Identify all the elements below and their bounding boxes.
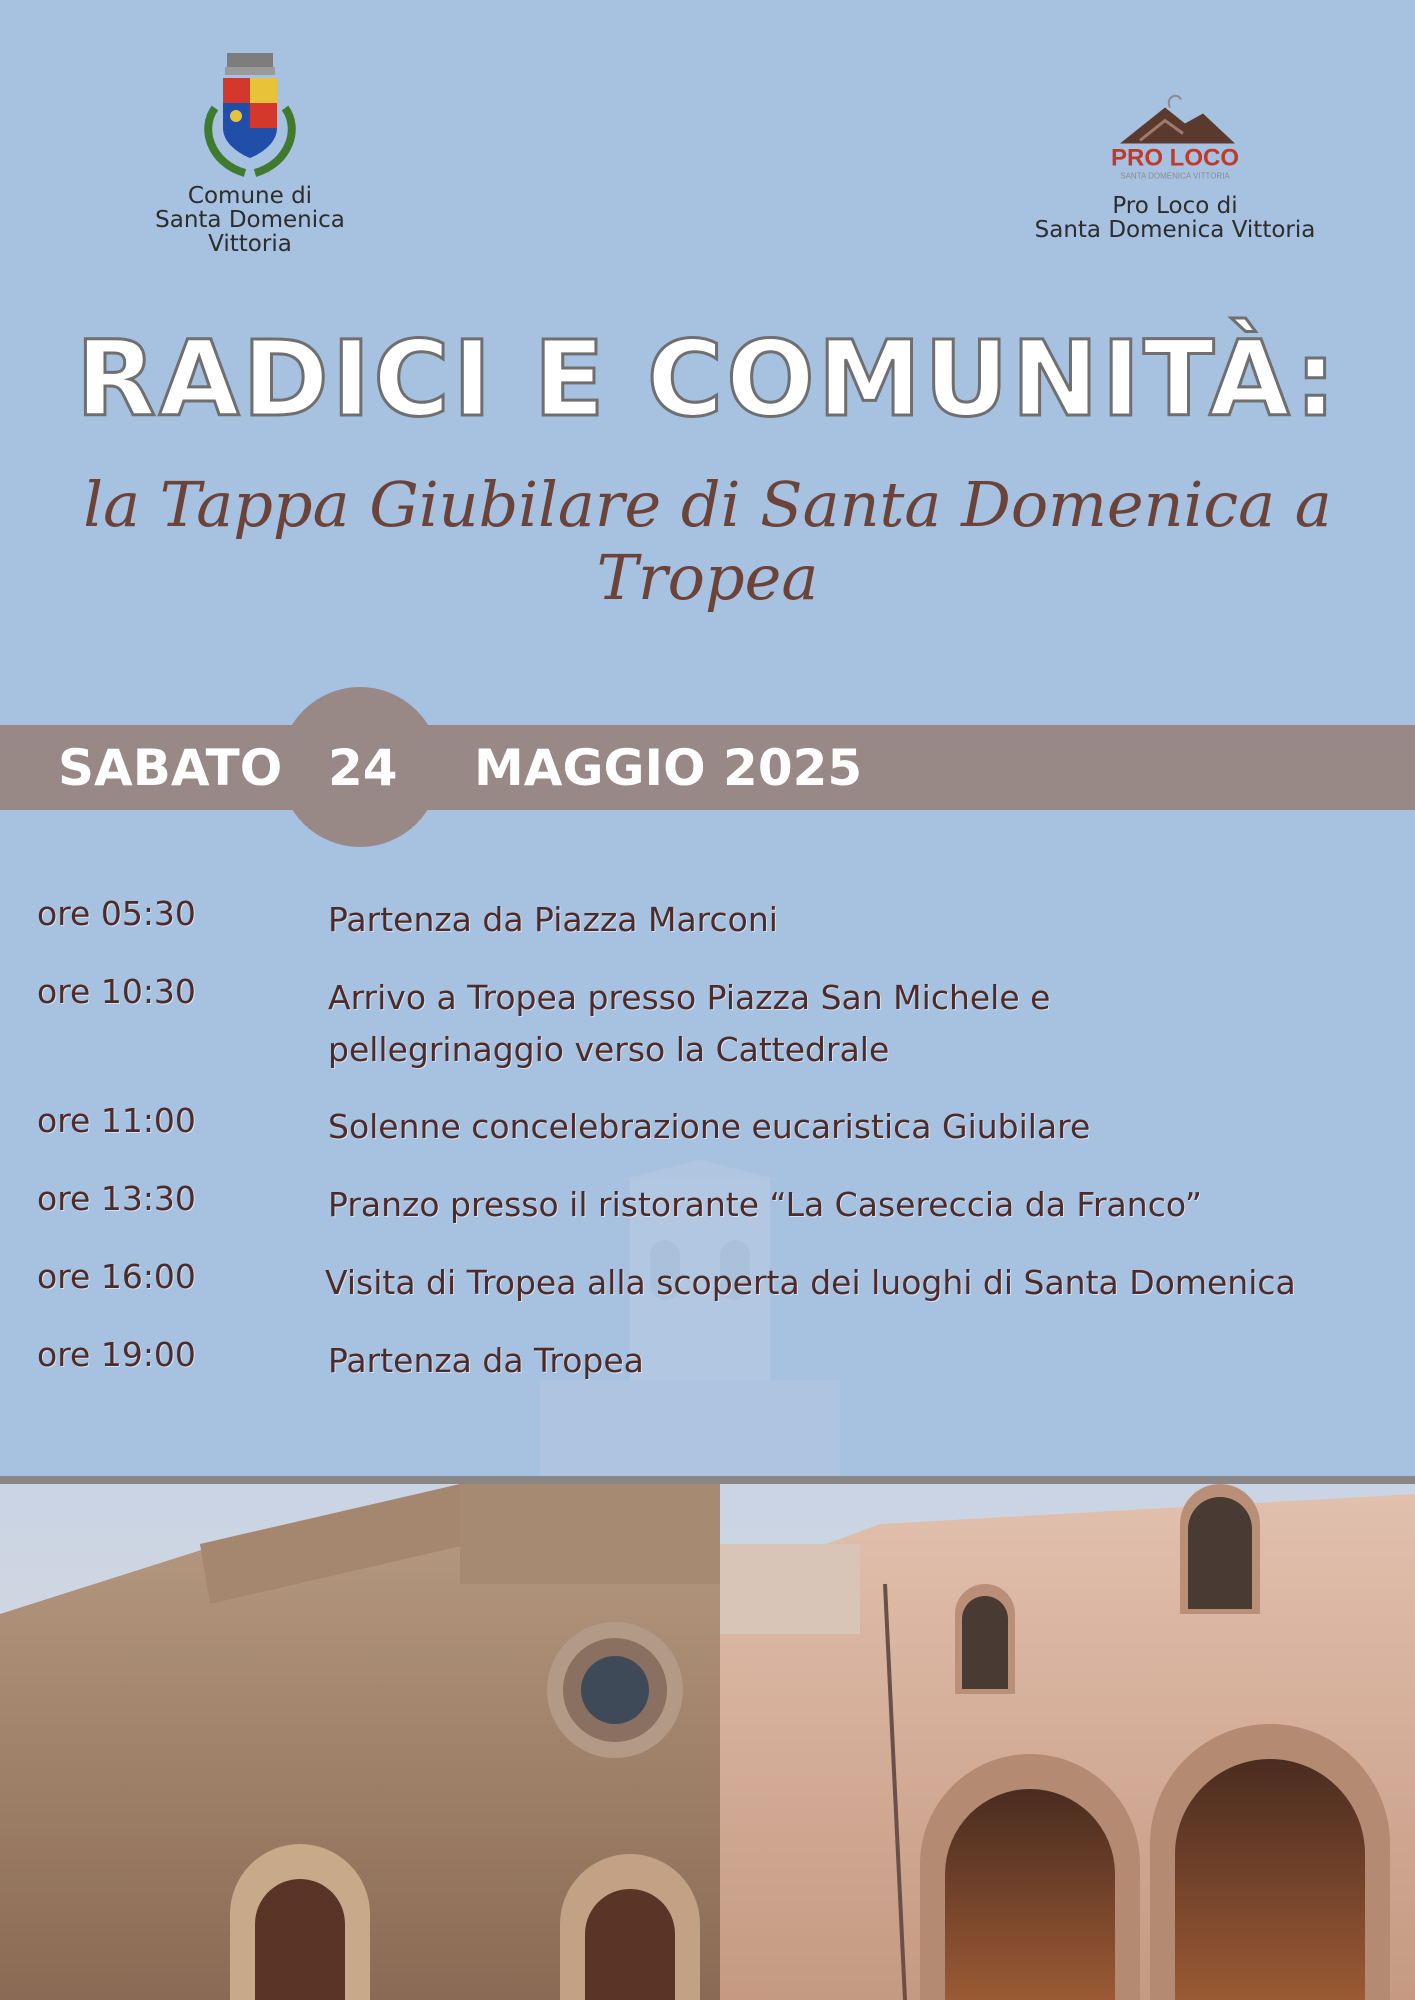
date-number: 24 bbox=[328, 739, 398, 797]
schedule-desc: Partenza da Tropea bbox=[328, 1341, 644, 1380]
photo-divider bbox=[0, 1476, 1415, 1484]
schedule-time: ore 10:30 bbox=[37, 972, 196, 1011]
proloco-line1: Pro Loco di bbox=[1112, 193, 1238, 219]
event-title: RADICI E COMUNITÀ: bbox=[75, 318, 1340, 440]
comune-line2: Santa Domenica Vittoria bbox=[155, 207, 345, 257]
schedule-desc: Solenne concelebrazione eucaristica Giubilare bbox=[328, 1107, 1091, 1146]
proloco-logo bbox=[1025, 48, 1325, 242]
schedule-time: ore 13:30 bbox=[37, 1179, 196, 1218]
proloco-line2: Santa Domenica Vittoria bbox=[1034, 217, 1316, 243]
date-day: SABATO bbox=[58, 739, 283, 797]
event-subtitle: la Tappa Giubilare di Santa Domenica a Tropea bbox=[83, 468, 1332, 614]
municipal-crest-icon bbox=[195, 48, 305, 178]
date-month-year: MAGGIO 2025 bbox=[474, 739, 863, 797]
schedule-time: ore 11:00 bbox=[37, 1101, 196, 1140]
schedule-time: ore 19:00 bbox=[37, 1335, 196, 1374]
schedule-desc: Pranzo presso il ristorante “La Casereccia da Franco” bbox=[328, 1185, 1202, 1224]
proloco-brand: PRO LOCO bbox=[1110, 144, 1240, 172]
schedule-time: ore 05:30 bbox=[37, 894, 196, 933]
schedule-time: ore 16:00 bbox=[37, 1257, 196, 1296]
schedule-desc: Arrivo a Tropea presso Piazza San Michele e pellegrinaggio verso la Cattedrale bbox=[328, 978, 1051, 1069]
schedule-desc: Visita di Tropea alla scoperta dei luoghi di Santa Domenica bbox=[325, 1263, 1296, 1302]
mountain-logo-icon bbox=[1095, 78, 1255, 188]
schedule-desc: Partenza da Piazza Marconi bbox=[328, 900, 778, 939]
comune-line1: Comune di bbox=[187, 183, 313, 209]
comune-logo bbox=[110, 48, 390, 256]
proloco-brand-sub: SANTA DOMENICA VITTORIA bbox=[1120, 171, 1230, 181]
cathedral-photo bbox=[0, 1484, 1415, 2000]
